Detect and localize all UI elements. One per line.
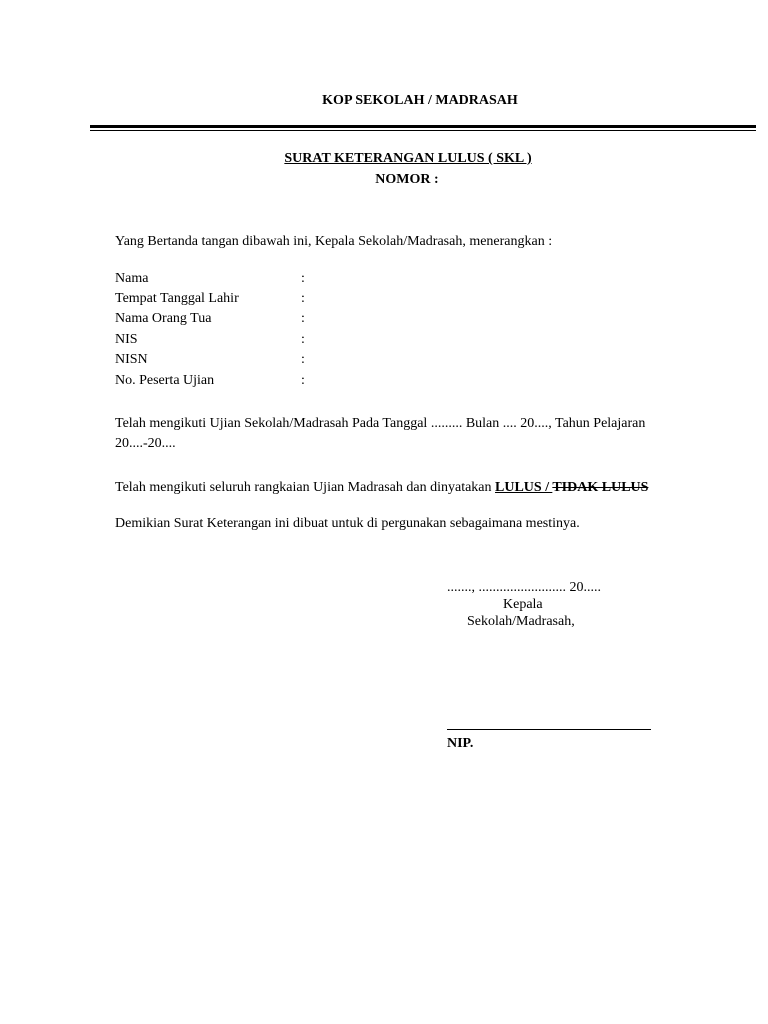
exam-date-paragraph: Telah mengikuti Ujian Sekolah/Madrasah Pada Tanggal ......... Bulan .... 20...., Tahun Pelajaran 20....-20....: [115, 416, 646, 451]
field-label-nama: Nama: [115, 271, 149, 286]
closing-paragraph: Demikian Surat Keterangan ini dibuat untuk di pergunakan sebagaimana mestinya.: [115, 516, 580, 531]
field-label-nama-orang-tua: Nama Orang Tua: [115, 311, 212, 326]
field-colon: :: [301, 271, 305, 286]
signatory-title-line1: Kepala: [503, 597, 543, 612]
letterhead-rule-thin: [90, 130, 756, 131]
result-pass: LULUS /: [495, 480, 553, 495]
field-colon: :: [301, 311, 305, 326]
field-label-nisn: NISN: [115, 352, 148, 367]
result-paragraph: [115, 478, 648, 498]
field-colon: :: [301, 352, 305, 367]
letterhead-rule-thick: [90, 125, 756, 128]
letterhead-title: KOP SEKOLAH / MADRASAH: [322, 93, 518, 108]
field-colon: :: [301, 291, 305, 306]
signature-date: ......., ......................... 20.....: [447, 580, 601, 595]
document-title: SURAT KETERANGAN LULUS ( SKL ): [284, 151, 532, 166]
document-number: NOMOR :: [375, 172, 439, 187]
signature-line: [447, 729, 651, 730]
signatory-title-line2: Sekolah/Madrasah,: [467, 614, 575, 629]
field-label-no-peserta-ujian: No. Peserta Ujian: [115, 373, 215, 388]
result-text: Telah mengikuti seluruh rangkaian Ujian Madrasah dan dinyatakan: [115, 480, 496, 495]
field-colon: :: [301, 373, 305, 388]
result-fail-struck: TIDAK LULUS: [552, 480, 649, 495]
signatory-nip: NIP.: [447, 736, 474, 751]
intro-statement: Yang Bertanda tangan dibawah ini, Kepala Sekolah/Madrasah, menerangkan :: [115, 234, 553, 249]
field-label-tempat-tanggal-lahir: Tempat Tanggal Lahir: [115, 291, 239, 306]
field-label-nis: NIS: [115, 332, 138, 347]
field-colon: :: [301, 332, 305, 347]
